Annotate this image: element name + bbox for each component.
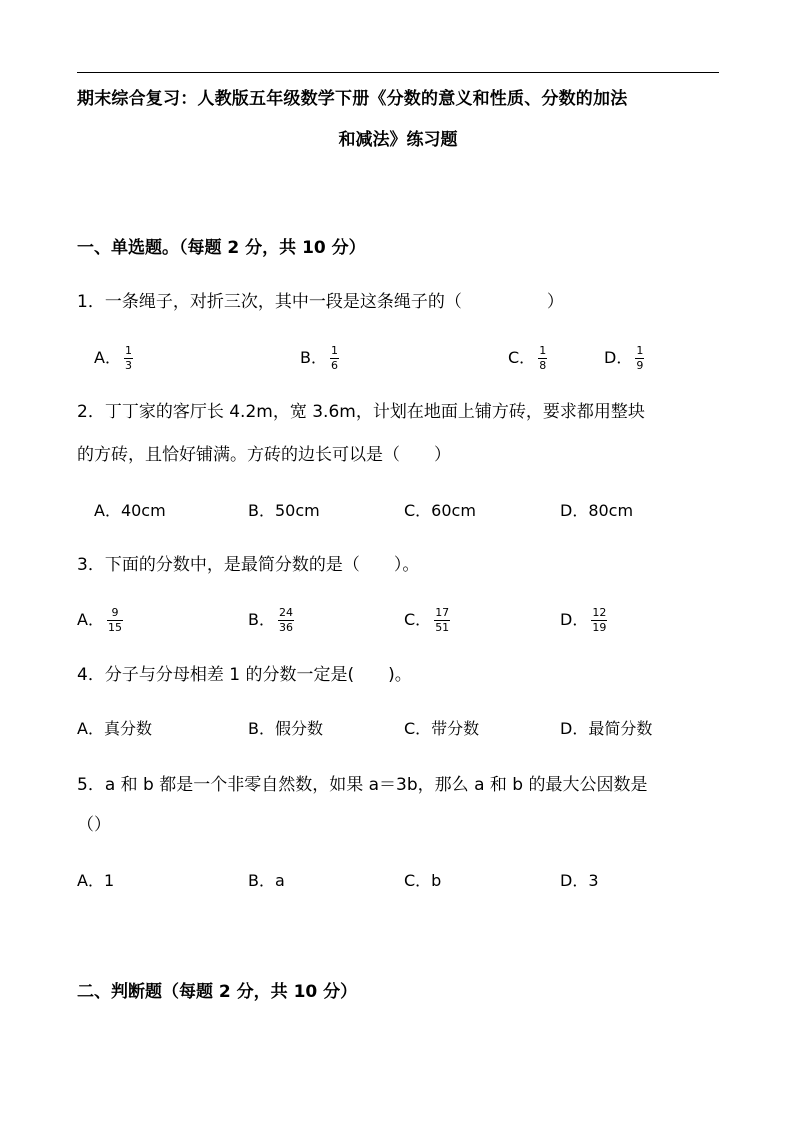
q1-option-b xyxy=(300,343,339,373)
option-label: B． xyxy=(300,348,327,367)
question-3-text: 3．下面的分数中，是最简分数的是（ ）。 xyxy=(77,555,420,575)
header-rule xyxy=(77,72,719,73)
option-label: C． xyxy=(508,348,536,367)
title-line-1: 期末综合复习：人教版五年级数学下册《分数的意义和性质、分数的加法 xyxy=(77,89,628,109)
q5-option-d: D．3 xyxy=(560,871,599,890)
section-1-heading: 一、单选题。（每题 2 分，共 10 分） xyxy=(77,238,366,258)
numerator: 9 xyxy=(111,606,119,619)
question-4-text: 4．分子与分母相差 1 的分数一定是( )。 xyxy=(77,665,412,685)
q3-option-d xyxy=(560,605,607,635)
q4-option-d: D．最简分数 xyxy=(560,719,653,738)
question-1-text: 1．一条绳子，对折三次，其中一段是这条绳子的（ ） xyxy=(77,292,564,312)
numerator: 12 xyxy=(592,606,607,619)
denominator: 8 xyxy=(539,359,547,372)
option-label: B． xyxy=(248,610,275,629)
q5-option-a: A．1 xyxy=(77,871,115,890)
fraction xyxy=(538,345,547,372)
q2-option-d: D．80cm xyxy=(560,501,634,520)
q2-option-b: B．50cm xyxy=(248,501,320,520)
numerator: 1 xyxy=(330,344,338,357)
q1-option-d xyxy=(604,343,644,373)
denominator: 9 xyxy=(636,359,644,372)
fraction xyxy=(635,345,644,372)
denominator: 3 xyxy=(124,359,132,372)
numerator: 1 xyxy=(539,344,547,357)
q4-option-c: C．带分数 xyxy=(404,719,480,738)
q1-option-c xyxy=(508,343,547,373)
section-2-heading: 二、判断题（每题 2 分，共 10 分） xyxy=(77,982,358,1002)
q3-option-b xyxy=(248,605,294,635)
question-2-text-line-2: 的方砖，且恰好铺满。方砖的边长可以是（ ） xyxy=(77,445,451,465)
fraction xyxy=(124,345,133,372)
denominator: 36 xyxy=(278,621,293,634)
q4-option-a: A．真分数 xyxy=(77,719,152,738)
q5-option-c: C．b xyxy=(404,871,442,890)
numerator: 17 xyxy=(435,606,450,619)
option-label: C． xyxy=(404,610,432,629)
q1-option-a xyxy=(94,343,133,373)
question-5-text-line-1: 5．a 和 b 都是一个非零自然数，如果 a＝3b，那么 a 和 b 的最大公因数是 xyxy=(77,775,648,795)
question-2-text-line-1: 2．丁丁家的客厅长 4.2m，宽 3.6m，计划在地面上铺方砖，要求都用整块 xyxy=(77,402,645,422)
q2-option-a: A．40cm xyxy=(94,501,166,520)
q4-option-b: B．假分数 xyxy=(248,719,323,738)
numerator: 1 xyxy=(124,344,132,357)
denominator: 15 xyxy=(107,621,122,634)
q2-option-c: C．60cm xyxy=(404,501,476,520)
fraction xyxy=(434,607,450,634)
fraction xyxy=(278,607,294,634)
denominator: 51 xyxy=(435,621,450,634)
q3-option-c xyxy=(404,605,450,635)
question-5-text-line-2: （） xyxy=(77,815,111,835)
numerator: 1 xyxy=(636,344,644,357)
denominator: 6 xyxy=(330,359,338,372)
option-label: D． xyxy=(560,610,589,629)
fraction xyxy=(591,607,607,634)
denominator: 19 xyxy=(592,621,607,634)
option-label: D． xyxy=(604,348,633,367)
title-line-2: 和减法》练习题 xyxy=(338,130,458,150)
fraction xyxy=(330,345,339,372)
q5-option-b: B．a xyxy=(248,871,285,890)
q3-option-a xyxy=(77,605,123,635)
option-label: A． xyxy=(94,348,121,367)
fraction xyxy=(107,607,123,634)
numerator: 24 xyxy=(278,606,293,619)
option-label: A． xyxy=(77,610,104,629)
